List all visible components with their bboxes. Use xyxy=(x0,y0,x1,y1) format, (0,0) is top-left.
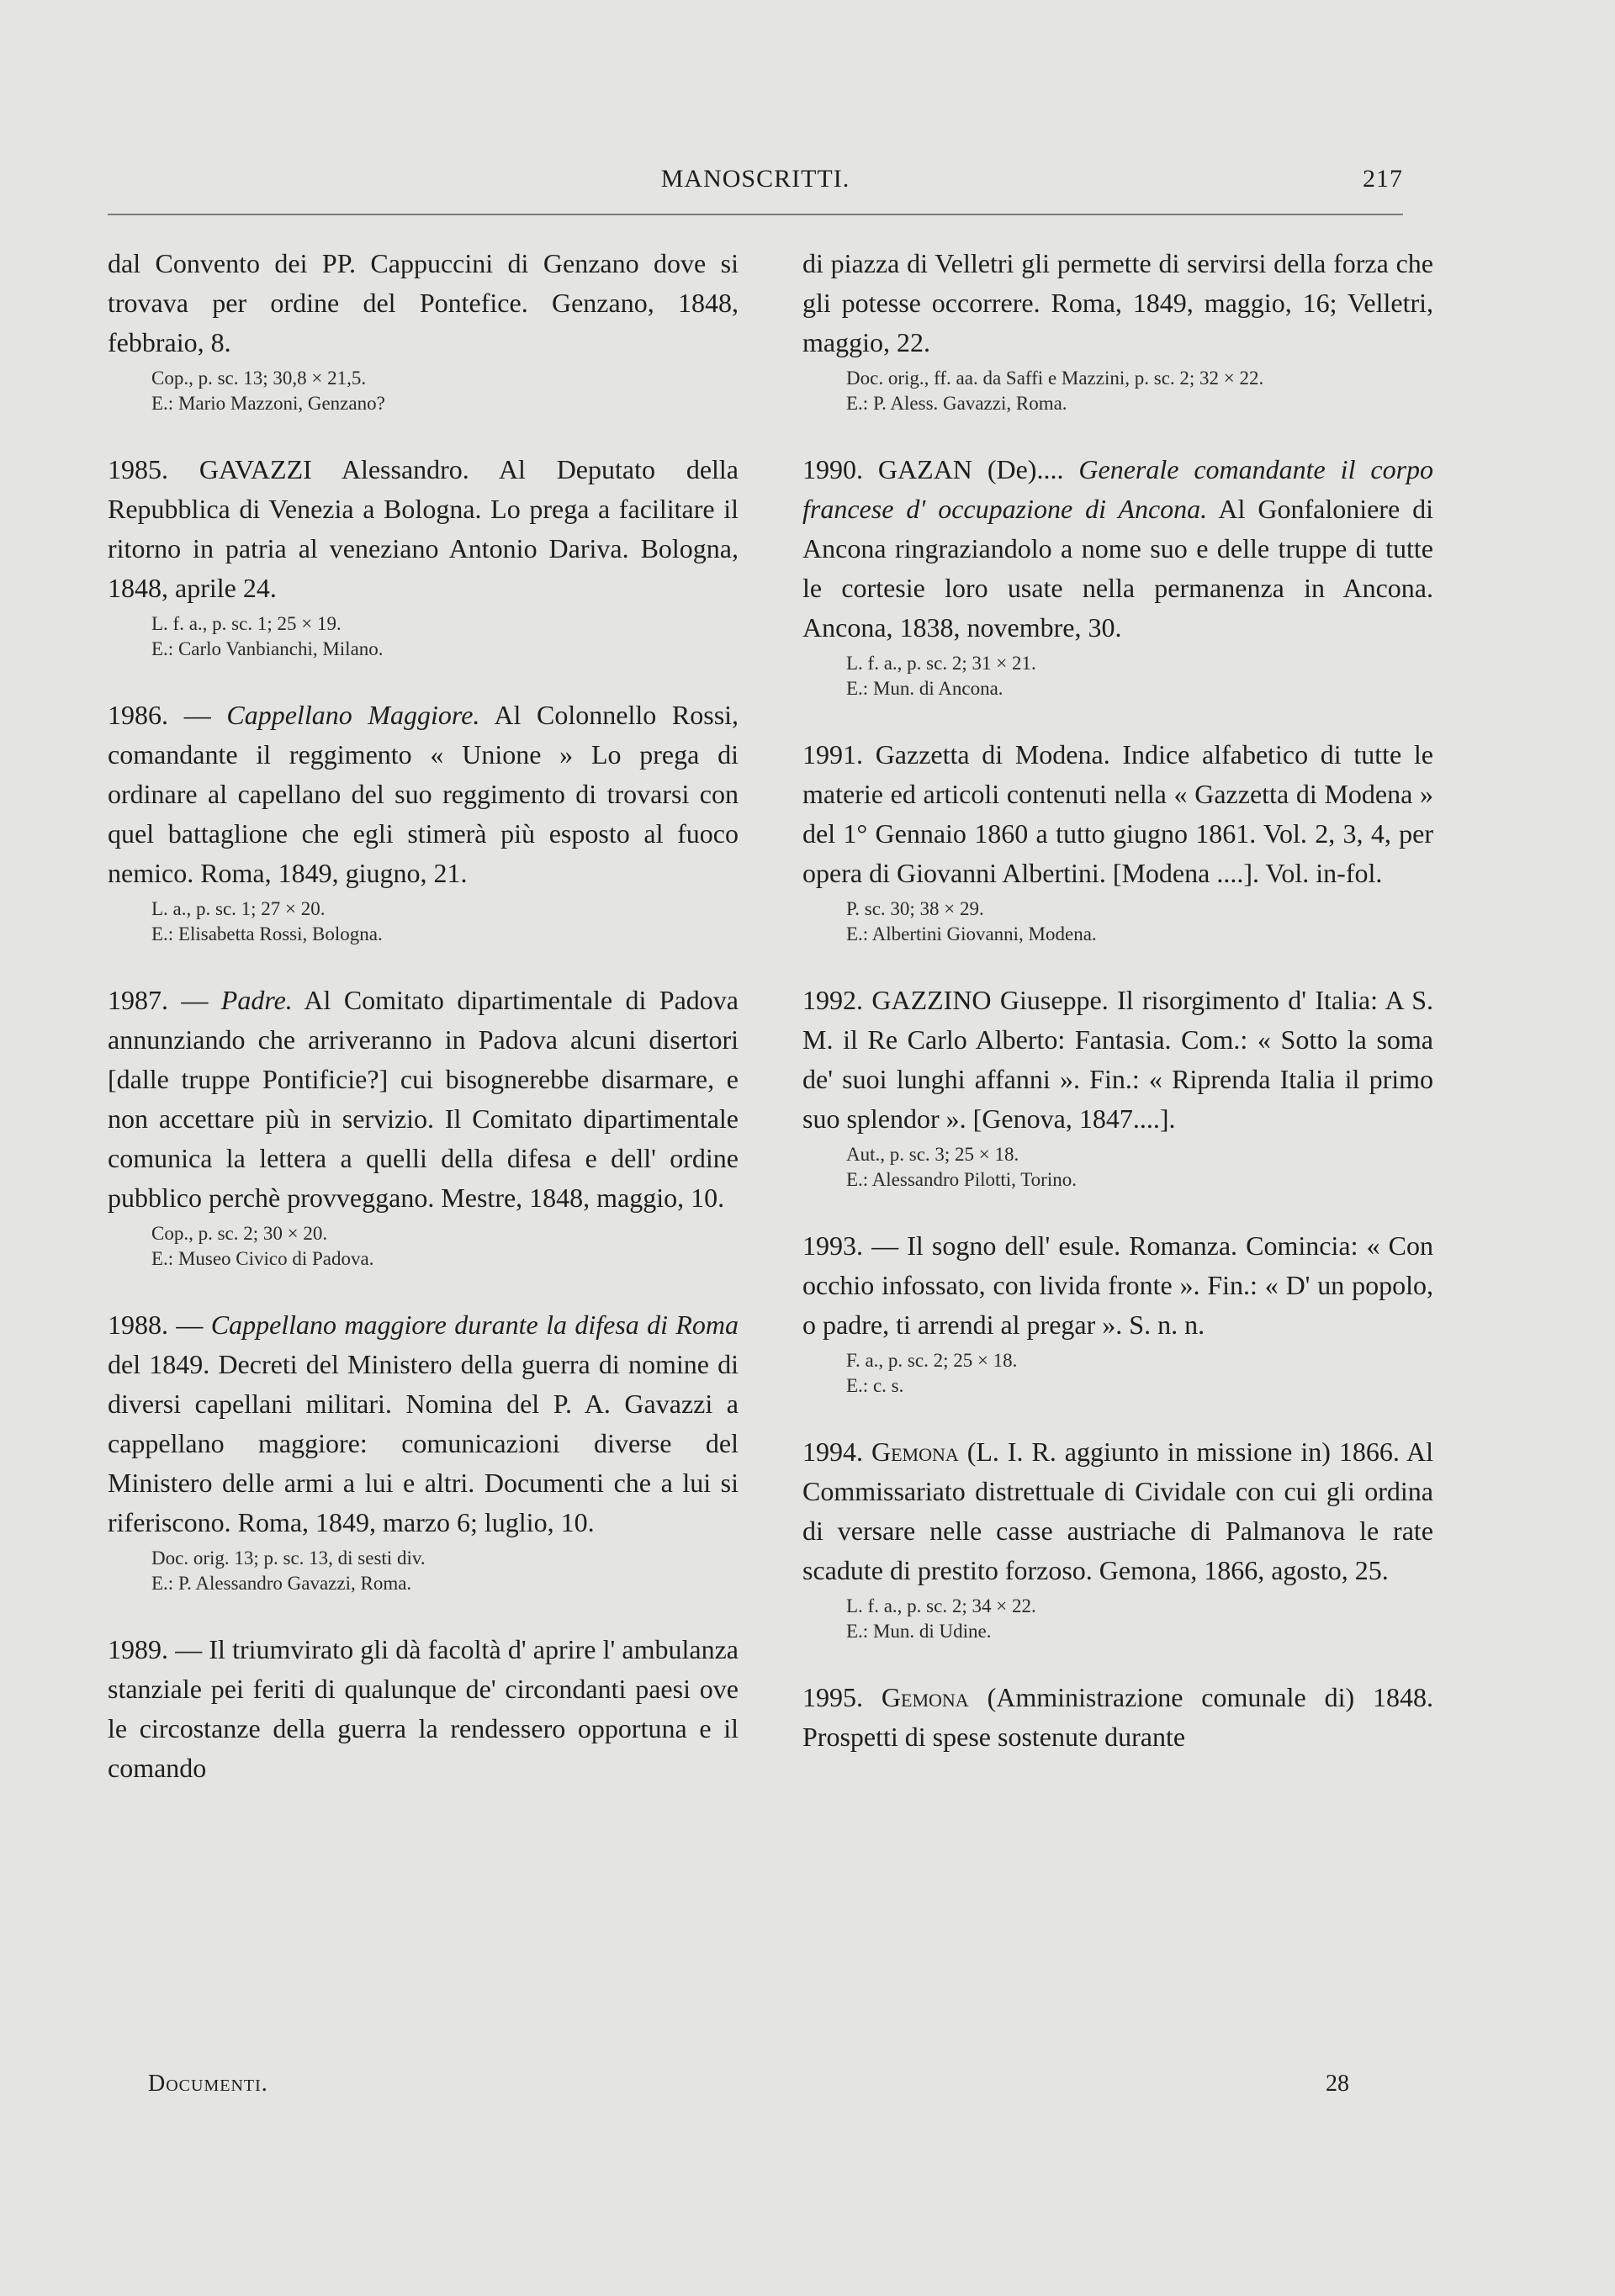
entry-text xyxy=(108,981,739,1218)
catalog-entry xyxy=(802,1678,1433,1757)
meta-line: Cop., p. sc. 2; 30 × 20. xyxy=(151,1223,328,1244)
entry-description: Al Gonfaloniere di Ancona ringraziandolo a nome suo e delle truppe di tutte le cortesie loro usate nella permanenza in Ancona. Ancona, 1838, novembre, 30. xyxy=(802,494,1434,643)
entry-dash: — xyxy=(181,985,209,1015)
catalog-entry xyxy=(108,244,739,416)
catalog-entry xyxy=(108,696,739,947)
entry-text xyxy=(108,244,739,362)
meta-line: E.: Mun. di Udine. xyxy=(846,1621,992,1642)
entry-text xyxy=(802,1226,1433,1345)
catalog-entry xyxy=(108,450,739,662)
entry-dash: — xyxy=(176,1309,204,1340)
sheet-number: 28 xyxy=(1326,2071,1349,2097)
catalog-entry xyxy=(802,244,1433,416)
entry-text xyxy=(802,981,1433,1139)
entry-description: Al Comitato dipartimentale di Padova annunziando che arriveranno in Padova alcuni disertori [dalle truppe Pontificie?] cui bisognerebbe disarmare, e non accettare più in servizio. Il Comitato dipartimentale comunica la lettera a quelli della difesa e dell' ordine pubblico perchè provveggano. Mestre, 1848, maggio, 10. xyxy=(108,985,739,1213)
entry-number: 1995. xyxy=(802,1682,863,1712)
left-column xyxy=(108,244,739,1822)
entry-text xyxy=(802,1678,1433,1757)
entry-description: Gazzetta di Modena. Indice alfabetico di tutte le materie ed articoli contenuti nella « Gazzetta di Modena » del 1° Gennaio 1860 a tutto giugno 1861. Vol. 2, 3, 4, per opera di Giovanni Albertini. [Modena ....]. Vol. in-fol. xyxy=(802,739,1434,888)
meta-line: Doc. orig., ff. aa. da Saffi e Mazzini, p. sc. 2; 32 × 22. xyxy=(846,368,1264,389)
entry-text xyxy=(108,696,739,893)
entry-description: Il triumvirato gli dà facoltà d' aprire l' ambulanza stanziale pei feriti di qualunque de' circondanti paesi ove le circostanze della guerra la rendessero opportuna e il comando xyxy=(108,1634,739,1783)
catalog-entry xyxy=(108,1305,739,1596)
meta-line: Doc. orig. 13; p. sc. 13, di sesti div. xyxy=(151,1547,426,1569)
entry-text xyxy=(802,735,1433,893)
meta-line: E.: Albertini Giovanni, Modena. xyxy=(846,923,1097,944)
catalog-entry xyxy=(802,981,1433,1193)
meta-line: E.: Elisabetta Rossi, Bologna. xyxy=(151,923,383,944)
entry-number: 1990. xyxy=(802,454,863,484)
meta-line: E.: c. s. xyxy=(846,1375,904,1396)
meta-line: F. a., p. sc. 2; 25 × 18. xyxy=(846,1350,1018,1371)
entry-text xyxy=(802,1432,1433,1590)
meta-line: E.: Alessandro Pilotti, Torino. xyxy=(846,1169,1077,1190)
catalog-entry xyxy=(108,981,739,1272)
entry-number: 1985. xyxy=(108,454,168,484)
entry-meta xyxy=(846,651,1433,701)
meta-line: E.: Museo Civico di Padova. xyxy=(151,1248,374,1269)
entry-dash: — xyxy=(183,700,211,730)
entry-number: 1989. xyxy=(108,1634,168,1664)
catalog-entry xyxy=(802,1432,1433,1644)
entry-lead: GAZAN (De).... xyxy=(877,454,1064,484)
entry-meta xyxy=(151,897,739,947)
meta-line: E.: Carlo Vanbianchi, Milano. xyxy=(151,638,384,659)
right-column xyxy=(802,244,1433,1791)
entry-number: 1993. xyxy=(802,1230,863,1261)
entry-name: Gemona xyxy=(881,1682,969,1712)
entry-title: Cappellano maggiore durante la difesa di Roma xyxy=(210,1309,739,1340)
entry-number: 1986. xyxy=(108,700,168,730)
entry-description: di piazza di Velletri gli permette di servirsi della forza che gli potesse occorrere. Roma, 1849, maggio, 16; Velletri, maggio, 22. xyxy=(802,248,1433,357)
entry-meta xyxy=(151,1546,739,1596)
entry-number: 1994. xyxy=(802,1436,863,1467)
catalog-entry xyxy=(802,450,1433,701)
entry-description: GAVAZZI Alessandro. Al Deputato della Repubblica di Venezia a Bologna. Lo prega a facilitare il ritorno in patria al veneziano Antonio Dariva. Bologna, 1848, aprile 24. xyxy=(108,454,739,603)
entry-title: Padre. xyxy=(220,985,293,1015)
meta-line: P. sc. 30; 38 × 29. xyxy=(846,898,984,919)
entry-description: (Amministrazione comunale di) 1848. Prospetti di spese sostenute durante xyxy=(802,1682,1433,1752)
entry-description: (L. I. R. aggiunto in missione in) 1866. Al Commissariato distrettuale di Cividale con cui gli ordina di versare nelle casse austriache di Palmanova le rate scadute di prestito forzoso. Gemona, 1866, agosto, 25. xyxy=(802,1436,1434,1585)
entry-title: Generale comandante il corpo francese d' occupazione di Ancona. xyxy=(802,454,1434,524)
entry-number: 1987. xyxy=(108,985,168,1015)
entry-meta xyxy=(846,897,1433,947)
catalog-entry xyxy=(802,735,1433,947)
catalog-entry xyxy=(802,1226,1433,1399)
entry-text xyxy=(802,450,1433,648)
meta-line: Aut., p. sc. 3; 25 × 18. xyxy=(846,1144,1019,1165)
entry-number: 1992. xyxy=(802,985,863,1015)
meta-line: L. f. a., p. sc. 2; 34 × 22. xyxy=(846,1595,1036,1616)
entry-description: Al Colonnello Rossi, comandante il reggimento « Unione » Lo prega di ordinare al capellano del suo reggimento di trovarsi con quel battaglione che egli stimerà più esposto al fuoco nemico. Roma, 1849, giugno, 21. xyxy=(108,700,739,888)
entry-text xyxy=(802,244,1433,362)
entry-description: dal Convento dei PP. Cappuccini di Genzano dove si trovava per ordine del Pontefice. Genzano, 1848, febbraio, 8. xyxy=(108,248,739,357)
meta-line: Cop., p. sc. 13; 30,8 × 21,5. xyxy=(151,368,367,389)
signature-mark: Documenti. xyxy=(148,2071,268,2097)
running-title: MANOSCRITTI. xyxy=(660,165,850,193)
meta-line: L. f. a., p. sc. 2; 31 × 21. xyxy=(846,653,1036,674)
entry-dash: — xyxy=(175,1634,203,1664)
entry-meta xyxy=(846,1594,1433,1644)
entry-title: Cappellano Maggiore. xyxy=(226,700,480,730)
meta-line: L. f. a., p. sc. 1; 25 × 19. xyxy=(151,613,342,634)
entry-meta xyxy=(846,1348,1433,1399)
entry-description: del 1849. Decreti del Ministero della guerra di nomine di diversi capellani militari. Nomina del P. A. Gavazzi a cappellano maggiore: comunicazioni diverse del Ministero delle armi a lui e altri. Documenti che a lui si riferiscono. Roma, 1849, marzo 6; luglio, 10. xyxy=(108,1349,739,1537)
entry-meta xyxy=(846,1142,1433,1193)
entry-text xyxy=(108,450,739,608)
entry-number: 1988. xyxy=(108,1309,168,1340)
entry-meta xyxy=(151,366,739,416)
entry-meta xyxy=(151,611,739,662)
meta-line: E.: P. Aless. Gavazzi, Roma. xyxy=(846,393,1067,414)
catalog-entry xyxy=(108,1630,739,1788)
entry-description: GAZZINO Giuseppe. Il risorgimento d' Italia: A S. M. il Re Carlo Alberto: Fantasia. Com.: « Sotto la soma de' suoi lunghi affanni ». Fin.: « Riprenda Italia il primo suo splendor ». [Genova, 1847....]. xyxy=(802,985,1434,1134)
entry-text xyxy=(108,1305,739,1542)
entry-description: Il sogno dell' esule. Romanza. Comincia: « Con occhio infossato, con livida fronte ». Fin.: « D' un popolo, o padre, ti arrendi al pregar ». S. n. n. xyxy=(802,1230,1434,1340)
entry-name: Gemona xyxy=(871,1436,959,1467)
meta-line: E.: Mario Mazzoni, Genzano? xyxy=(151,393,385,414)
entry-text xyxy=(108,1630,739,1788)
meta-line: L. a., p. sc. 1; 27 × 20. xyxy=(151,898,326,919)
entry-dash: — xyxy=(871,1230,899,1261)
entry-number: 1991. xyxy=(802,739,863,770)
header-rule xyxy=(108,214,1403,215)
page-number: 217 xyxy=(1363,165,1403,193)
meta-line: E.: P. Alessandro Gavazzi, Roma. xyxy=(151,1573,412,1594)
entry-meta xyxy=(151,1221,739,1272)
entry-meta xyxy=(846,366,1433,416)
meta-line: E.: Mun. di Ancona. xyxy=(846,678,1003,699)
